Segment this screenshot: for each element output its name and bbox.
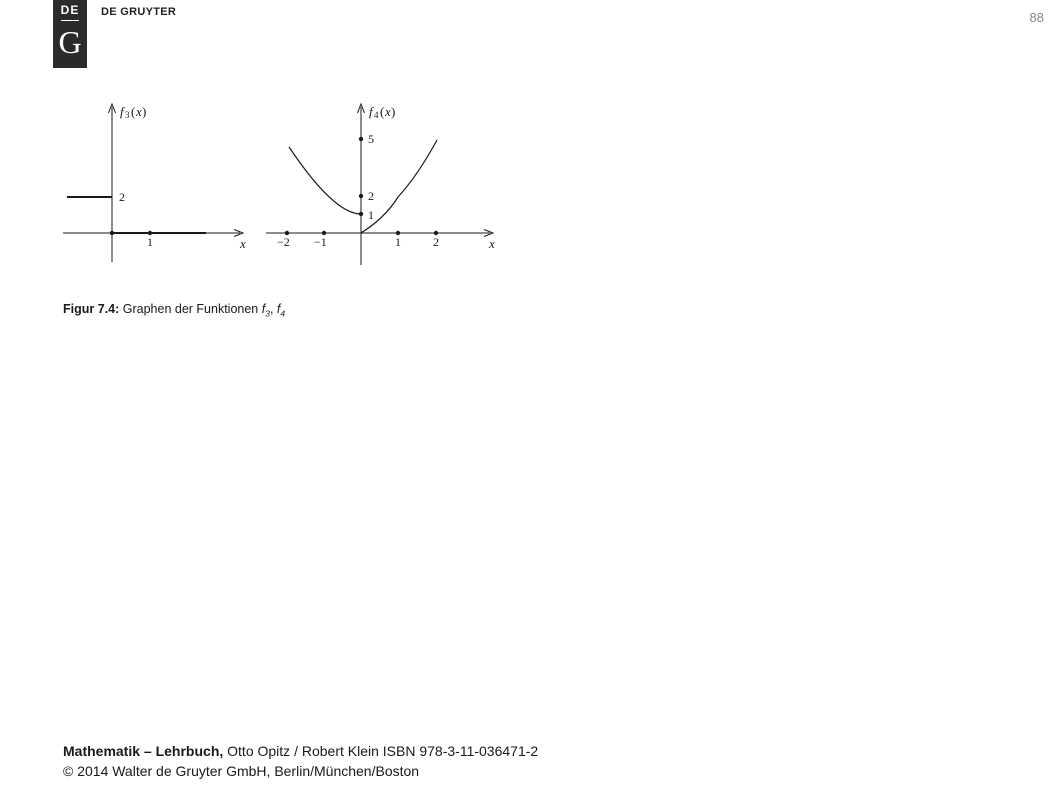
f4-x-tick-m1: −1 [314, 235, 327, 249]
f3-x-axis-label: x [240, 236, 246, 251]
f4-x-axis-label: x [489, 236, 495, 251]
f4-y-tick-2: 2 [368, 189, 374, 203]
book-isbn: ISBN 978-3-11-036471-2 [382, 743, 539, 759]
graph-f4 [266, 104, 495, 265]
publisher-logo [53, 0, 87, 68]
f3-origin-dot [110, 231, 114, 235]
logo-divider [61, 20, 79, 21]
caption-f3: $f_3$ [261, 302, 270, 319]
f4-y-label-sub: 4 [374, 110, 379, 120]
copyright-line: © 2014 Walter de Gruyter GmbH, Berlin/München/Boston [63, 763, 420, 779]
book-authors: Otto Opitz / Robert Klein [227, 743, 379, 759]
f4-y-dot-2 [359, 194, 363, 198]
f3-y-label-sub: 3 [125, 110, 130, 120]
logo-de-text: DE [60, 3, 80, 17]
citation-line [63, 741, 538, 761]
logo-g-text: G [58, 24, 82, 60]
f4-y-label-close: ) [391, 104, 396, 119]
publisher-name: DE GRUYTER [101, 6, 177, 18]
f3-y-label-x: x [136, 104, 142, 119]
f4-y-label-x: x [385, 104, 391, 119]
f4-y-label-f: f [369, 104, 373, 119]
f4-y-tick-5: 5 [368, 132, 374, 146]
f3-y-label-f: f [120, 104, 124, 119]
caption-label: Figur 7.4: [63, 302, 120, 316]
footer-citation [63, 741, 538, 781]
f4-x-tick-1: 1 [395, 235, 401, 249]
f4-y-label-arg: ( [380, 104, 385, 119]
f4-y-dot-5 [359, 137, 363, 141]
figure-graphs [55, 95, 505, 270]
f3-y-tick-label: 2 [119, 190, 125, 204]
f3-y-label-arg: ( [131, 104, 136, 119]
graph-f3 [63, 104, 246, 262]
f4-y-dot-1 [359, 212, 363, 216]
book-title: Mathematik – Lehrbuch, [63, 743, 224, 759]
page-number: 88 [1029, 10, 1044, 25]
f3-y-label-close: ) [142, 104, 147, 119]
f4-y-tick-1: 1 [368, 208, 374, 222]
f3-x-tick-label: 1 [147, 235, 153, 249]
caption-text: Graphen der Funktionen [122, 302, 259, 316]
f4-x-tick-2: 2 [433, 235, 439, 249]
f4-curve-left [289, 147, 361, 214]
f4-x-tick-m2: −2 [277, 235, 290, 249]
figure-caption: Figur 7.4: Graphen der Funktionen $f_3$, $f_4$ [63, 302, 286, 319]
caption-f4: $f_4$ [276, 302, 286, 319]
